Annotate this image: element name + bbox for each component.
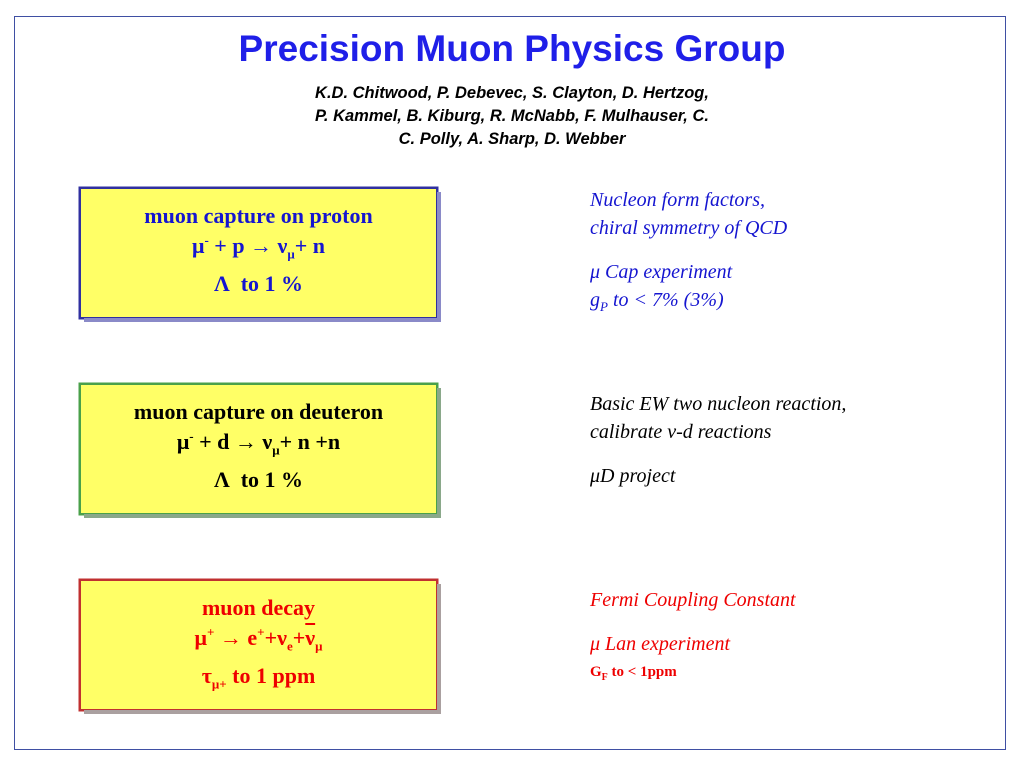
eq-superscript: + xyxy=(206,624,215,640)
precision-symbol: Λ xyxy=(213,271,230,296)
author-line: K.D. Chitwood, P. Debevec, S. Clayton, D. Hertzog, xyxy=(315,84,709,102)
note-subscript: P xyxy=(600,299,608,314)
box-precision xyxy=(81,661,436,691)
precision-text: to 1 % xyxy=(229,467,304,492)
eq-text: → e xyxy=(214,625,258,650)
note-decay xyxy=(590,586,796,686)
eq-text: + p → ν xyxy=(208,233,288,258)
eq-text: + n +n xyxy=(279,429,341,454)
note-line: μ Cap experiment xyxy=(590,261,733,283)
eq-superscript: - xyxy=(204,232,209,248)
author-line: C. Polly, A. Sharp, D. Webber xyxy=(398,130,626,148)
note-deuteron xyxy=(590,390,846,490)
author-line: P. Kammel, B. Kiburg, R. McNabb, F. Mulhauser, C. xyxy=(315,107,709,125)
precision-subscript: μ+ xyxy=(211,676,227,692)
precision-symbol: Λ xyxy=(213,467,230,492)
box-equation xyxy=(81,427,436,457)
note-line: μ Lan experiment xyxy=(590,633,731,655)
note-line: calibrate ν-d reactions xyxy=(590,421,772,443)
box-heading: muon decay xyxy=(201,595,316,620)
box-precision xyxy=(81,269,436,299)
eq-subscript: e xyxy=(286,638,293,654)
eq-subscript: μ xyxy=(287,246,295,262)
box-heading: muon capture on proton xyxy=(144,203,373,228)
precision-text: to 1 % xyxy=(229,271,304,296)
eq-subscript: μ xyxy=(315,638,323,654)
note-line: chiral symmetry of QCD xyxy=(590,217,788,239)
box-muon-decay xyxy=(80,580,437,710)
eq-text: +ν xyxy=(264,625,287,650)
box-equation xyxy=(81,231,436,261)
eq-antineutrino: $\overline{\nu}$ xyxy=(305,625,316,650)
note-proton xyxy=(590,186,787,314)
eq-text: + n xyxy=(294,233,326,258)
eq-text: + d → ν xyxy=(193,429,273,454)
note-line xyxy=(590,286,787,314)
note-line xyxy=(590,658,796,686)
note-subscript: F xyxy=(601,672,608,683)
note-symbol: g xyxy=(590,289,600,311)
box-heading: muon capture on deuteron xyxy=(133,399,384,424)
note-line: Basic EW two nucleon reaction, xyxy=(590,393,847,415)
eq-symbol: μ xyxy=(194,625,207,650)
author-list xyxy=(0,82,1024,151)
precision-symbol: τ xyxy=(201,663,212,688)
note-symbol: G xyxy=(590,664,602,680)
eq-text: + xyxy=(292,625,306,650)
eq-subscript: μ xyxy=(272,442,280,458)
box-equation xyxy=(81,623,436,653)
precision-text: to 1 ppm xyxy=(226,663,316,688)
box-muon-capture-proton xyxy=(80,188,437,318)
page-title: Precision Muon Physics Group xyxy=(238,28,786,69)
note-line: μD project xyxy=(590,465,676,487)
note-text: to < 7% (3%) xyxy=(607,289,724,311)
note-line: Fermi Coupling Constant xyxy=(590,589,796,611)
note-text: to < 1ppm xyxy=(607,664,677,680)
box-precision xyxy=(81,465,436,495)
box-muon-capture-deuteron xyxy=(80,384,437,514)
eq-superscript: + xyxy=(257,624,265,640)
note-line: Nucleon form factors, xyxy=(590,189,765,211)
eq-superscript: - xyxy=(189,428,194,444)
eq-symbol: μ xyxy=(176,429,190,454)
eq-symbol: μ xyxy=(191,233,205,258)
